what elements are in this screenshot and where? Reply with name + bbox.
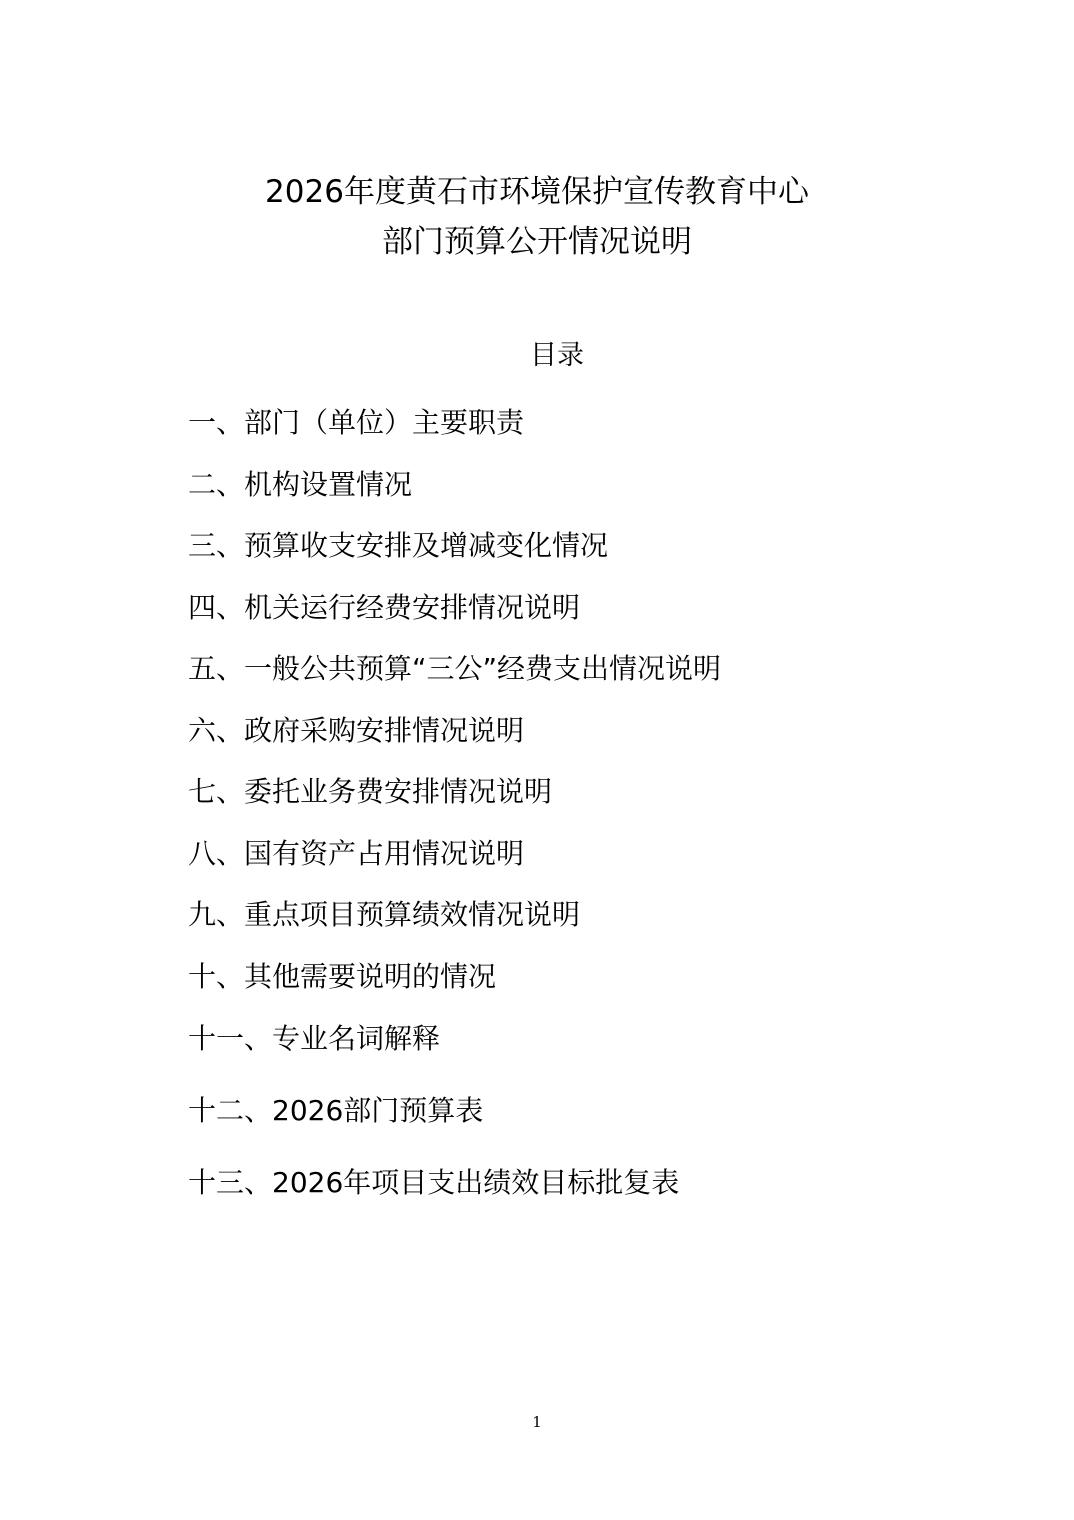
toc-heading: 目录 xyxy=(530,340,584,371)
toc-item-2: 二、机构设置情况 xyxy=(188,468,413,501)
toc-item-9: 九、重点项目预算绩效情况说明 xyxy=(188,898,581,931)
toc-item-10: 十、其他需要说明的情况 xyxy=(188,960,497,993)
toc-item-11: 十一、专业名词解释 xyxy=(188,1022,441,1055)
toc-item-7: 七、委托业务费安排情况说明 xyxy=(188,775,553,808)
toc-item-12: 十二、2026部门预算表 xyxy=(188,1094,484,1127)
page-number: 1 xyxy=(532,1413,542,1431)
document-title-line-2: 部门预算公开情况说明 xyxy=(382,224,692,260)
toc-item-4: 四、机关运行经费安排情况说明 xyxy=(188,591,581,624)
toc-item-1: 一、部门（单位）主要职责 xyxy=(188,406,525,439)
toc-item-5: 五、一般公共预算“三公”经费支出情况说明 xyxy=(188,652,722,685)
document-title-line-1: 2026年度黄石市环境保护宣传教育中心 xyxy=(265,174,809,210)
toc-item-3: 三、预算收支安排及增减变化情况 xyxy=(188,529,609,562)
toc-item-13: 十三、2026年项目支出绩效目标批复表 xyxy=(188,1166,680,1199)
toc-item-6: 六、政府采购安排情况说明 xyxy=(188,714,525,747)
toc-item-8: 八、国有资产占用情况说明 xyxy=(188,837,525,870)
